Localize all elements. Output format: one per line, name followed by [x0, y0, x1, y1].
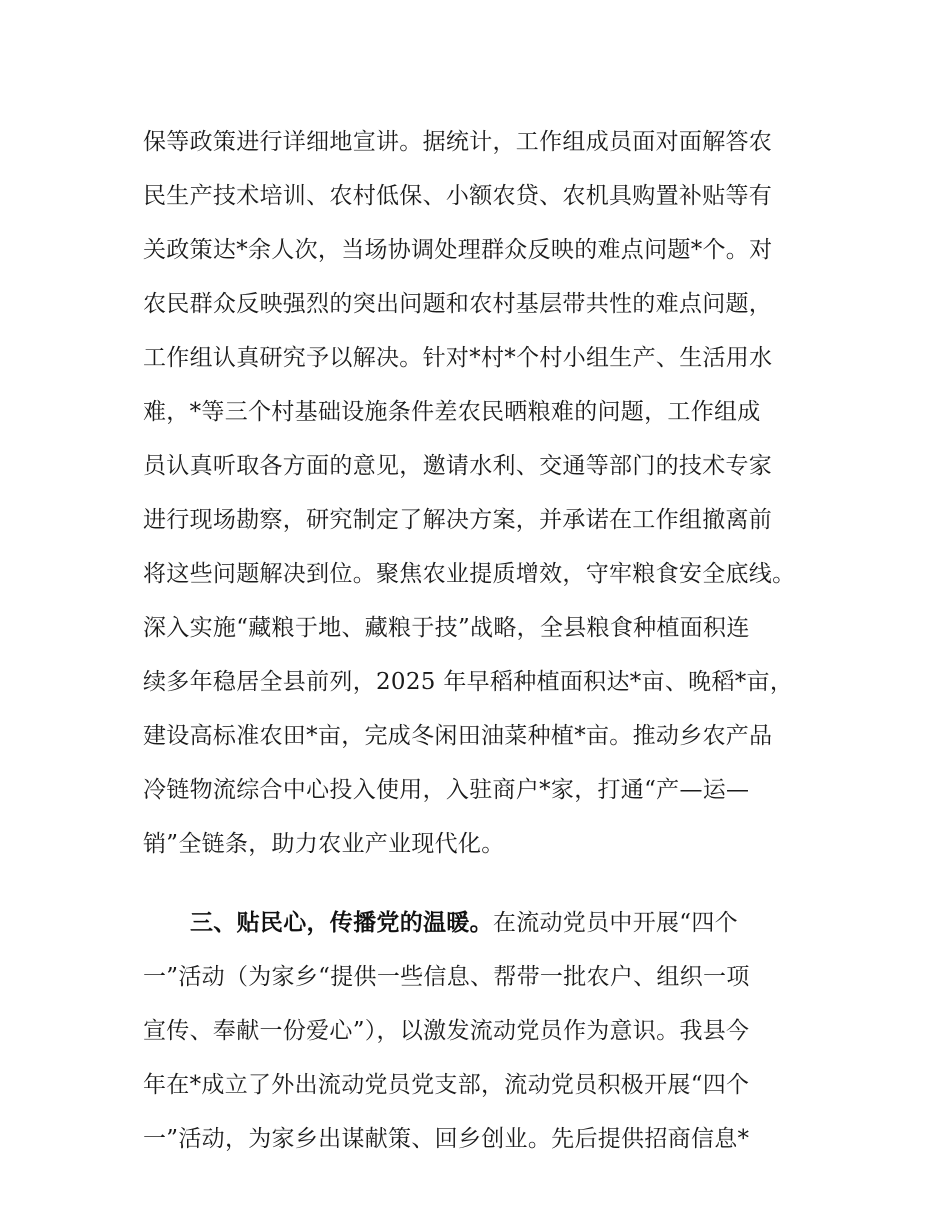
paragraph-line: 续多年稳居全县前列，2025 年早稻种植面积达*亩、晚稻*亩， — [143, 669, 794, 695]
section-3-first-line-text: 在流动党员中开展“四个 — [492, 910, 738, 936]
paragraph-line: 员认真听取各方面的意见，邀请水利、交通等部门的技术专家 — [143, 453, 773, 479]
paragraph-line: 关政策达*余人次，当场协调处理群众反映的难点问题*个。对 — [143, 237, 773, 263]
section-3-heading: 三、贴民心，传播党的温暖。 — [190, 910, 493, 936]
paragraph-line: 建设高标准农田*亩，完成冬闲田油菜种植*亩。推动乡农产品 — [143, 723, 773, 749]
paragraph-line: 农民群众反映强烈的突出问题和农村基层带共性的难点问题， — [143, 291, 773, 317]
paragraph-line: 将这些问题解决到位。聚焦农业提质增效，守牢粮食安全底线。 — [143, 561, 796, 587]
paragraph-line: 工作组认真研究予以解决。针对*村*个村小组生产、生活用水 — [143, 345, 773, 371]
paragraph-line: 进行现场勘察，研究制定了解决方案，并承诺在工作组撤离前 — [143, 507, 773, 533]
paragraph-line: 年在*成立了外出流动党员党支部，流动党员积极开展“四个 — [143, 1072, 750, 1098]
paragraph-line: 保等政策进行详细地宣讲。据统计，工作组成员面对面解答农 — [143, 129, 773, 155]
paragraph-line: 销”全链条，助力农业产业现代化。 — [143, 831, 505, 857]
paragraph-line: 冷链物流综合中心投入使用，入驻商户*家，打通“产—运— — [143, 777, 750, 803]
paragraph-line: 深入实施“藏粮于地、藏粮于技”战略，全县粮食种植面积连 — [143, 615, 750, 641]
paragraph-line: 一”活动（为家乡“提供一些信息、帮带一批农户、组织一项 — [143, 964, 750, 990]
paragraph-line: 宣传、奉献一份爱心”），以激发流动党员作为意识。我县今 — [143, 1018, 750, 1044]
paragraph-line: 民生产技术培训、农村低保、小额农贷、农机具购置补贴等有 — [143, 183, 773, 209]
paragraph-line: 一”活动，为家乡出谋献策、回乡创业。先后提供招商信息* — [143, 1126, 750, 1152]
section-3-first-line — [190, 908, 738, 938]
paragraph-line: 难，*等三个村基础设施条件差农民晒粮难的问题，工作组成 — [143, 399, 761, 425]
